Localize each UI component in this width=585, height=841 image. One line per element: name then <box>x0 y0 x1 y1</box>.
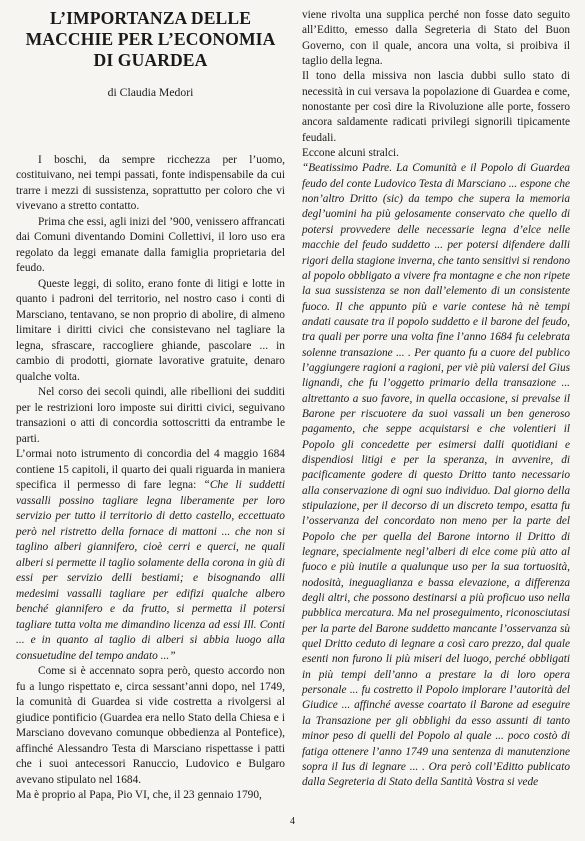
article-title <box>16 8 285 71</box>
page-number: 4 <box>290 816 295 827</box>
paragraph: Ma è proprio al Papa, Pio VI, che, il 23 gennaio 1790, <box>16 789 262 801</box>
paragraph: viene rivolta una supplica perché non fosse dato seguito all’Editto, emesso dalla Segreteria di Stato del Buon Governo, con il quale, ancora una volta, si proibiva il taglio della legna. <box>302 9 570 68</box>
paragraph: Queste leggi, di solito, erano fonte di litigi e lotte in quanto i padroni del territorio, nel nostro caso i conti di Marsciano, tentavano, se non proprio di abolire, di almeno limitare i diritti civici che consistevano nel tagliare la legna, sfrascare, raccogliere ghiande, pascolare ... in cambio di prodotti, giornate lavorative gratuite, denaro qualche volta. <box>16 277 285 383</box>
petition-quote: “Beatissimo Padre. La Comunità e il Popolo di Guardea feudo del conte Ludovico Testa di Marsciano ... espone che non’altro Dritto (sic) da tempo che supera la memoria degl’uomini ha più gelosamente conservato che quello di potersi provvedere delle necessarie legna d’elce nelle macchie del feudo suddetto ... per potersi difendere dalli rigori della stagione inverna, che tanto sensitivi si rendono al popolo obbligato a vivere fra montagne e che non ripete la sua sussistenza se non dall’elemento di un consistente fuoco. Il che appunto più e varie contese hà nè tempi andati causate tra il popolo suddetto e il barone del feudo, tra quali per porre una volta fine l’anno 1684 fu celebrata solenne transazione ... . Per quanto fu a cuore del publico l’aggiungere ragioni a ragioni, per viè più valersi del Gius lignandi, che fu l’oggetto primario della transazione ... altrettanto a suo favore, in quella occasione, si prevalse il Barone per riscuotere da suoi vassali un ben generoso pagamento, che seppe acquistarsi e che volentieri il Popolo gli concedette per esimersi dalli quotidiani e dispendiosi litigi e per la speranza, in avvenire, di pacificamente godere di questo Dritto tanto necessario alla conservazione di ogni suo individuo. Dal giorno della stipulazione, per il decorso di un discreto tempo, esatta fu l’osservanza del concordato non meno per la parte del Popolo che per quella del Barone intorno il Dritto di legnare, specialmente negl’alberi di elce come più atto al fuoco e più inutile a qualunque uso per la sua tortuosità, nodosità, ineguaglianza e bassa elevazione, a differenza degli altri, che possono destinarsi a più proficuo uso nella pubblica mercatura. Ma nel proseguimento, riconosciutasi per la parte del Barone suddetto mancante l’osservanza sù quel Dritto ceduto di legnare a così caro prezzo, dal quale esenti non furono li più miseri del luogo, perché obbligati in più tempi dell’anno a prestare la di loro opera personale ... fu costretto il Popolo implorare l’autorità del Giudice ... affinché avesse coartato il Barone ad eseguire la Transazione per gli obblighi da esso assunti di tanto minor peso di quelli del Popolo al quale ... poco costò di fatiga ottenere l’anno 1749 una sentenza di manutenzione sopra il Ius di legnare ... . Ora però coll’Editto publicato dalla Segreteria di Stato della Santità Vostra si vede <box>302 162 570 789</box>
concord-quote: “Che li suddetti vassalli possino tagliare legna liberamente per loro servizio per tutto il territorio di detto castello, eccettuato però nel ristretto della fornace di mattoni ... che non si taglino alberi giannifero, cioè cerri e querci, ne quali alberi si permette il taglio solamente della corona in giù di essi per servizio delli bestiami; e bisognando alli medesimi vassalli tagliare per edifizi qualche albero benché giannifero e da frutto, si permetta il potersi tagliare tutta volta me dimandino licenza ad essi Ill. Conti ... e in quanto al taglio di alberi si abbia luogo alla consuetudine del tempo andato ...” <box>16 479 286 662</box>
paragraph: I boschi, da sempre ricchezza per l’uomo, costituivano, nei tempi passati, fonte indispensabile da cui trarre i mezzi di sussistenza, soprattutto per coloro che vi vivevano a stretto contatto. <box>16 153 285 212</box>
title-line: MACCHIE PER L’ECONOMIA <box>25 29 276 49</box>
left-column <box>16 8 285 804</box>
title-line: DI GUARDEA <box>93 50 208 70</box>
paragraph: Eccone alcuni stralci. <box>302 147 399 160</box>
paragraph: Come si è accennato sopra però, questo accordo non fu a lungo rispettato e, circa sessant’anni dopo, nel 1749, la comunità di Guardea si vide costretta a rivolgersi al giudice pontificio (Guardea era nello Stato della Chiesa e i Marsciano dovevano comunque obbedienza al Pontefice), affinché Alessandro Testa di Marsciano rispettasse i patti che i suoi antecessori Ranuccio, Ludovico e Bulgaro avevano stipulato nel 1684. <box>16 665 285 786</box>
author-byline: di Claudia Medori <box>107 86 194 99</box>
paragraph-intro: L’ormai noto istrumento di concordia del 4 maggio 1684 contiene 15 capitoli, il quarto dei quali riguarda in maniera specifica il permesso di fare legna: <box>16 448 285 491</box>
paragraph: Nel corso dei secoli quindi, alle ribellioni dei sudditi per le restrizioni loro imposte sui diritti civici, seguivano transazioni o atti di concordia sottoscritti da entrambe le parti. <box>16 386 285 445</box>
right-column <box>302 8 570 791</box>
title-line: L’IMPORTANZA DELLE <box>49 8 252 28</box>
paragraph: Prima che essi, agli inizi del ’900, venissero affrancati dai Comuni diventando Domini Collettivi, il loro uso era regolato da leggi emanate dalla famiglia proprietaria del feudo. <box>16 215 285 274</box>
paragraph <box>16 447 285 664</box>
paragraph: Il tono della missiva non lascia dubbi sullo stato di necessità in cui versava la popolazione di Guardea e come, nonostante per così dire la Rivoluzione alle porte, fossero ancora saldamente radicati privilegi signorili tipicamente feudali. <box>302 70 570 144</box>
